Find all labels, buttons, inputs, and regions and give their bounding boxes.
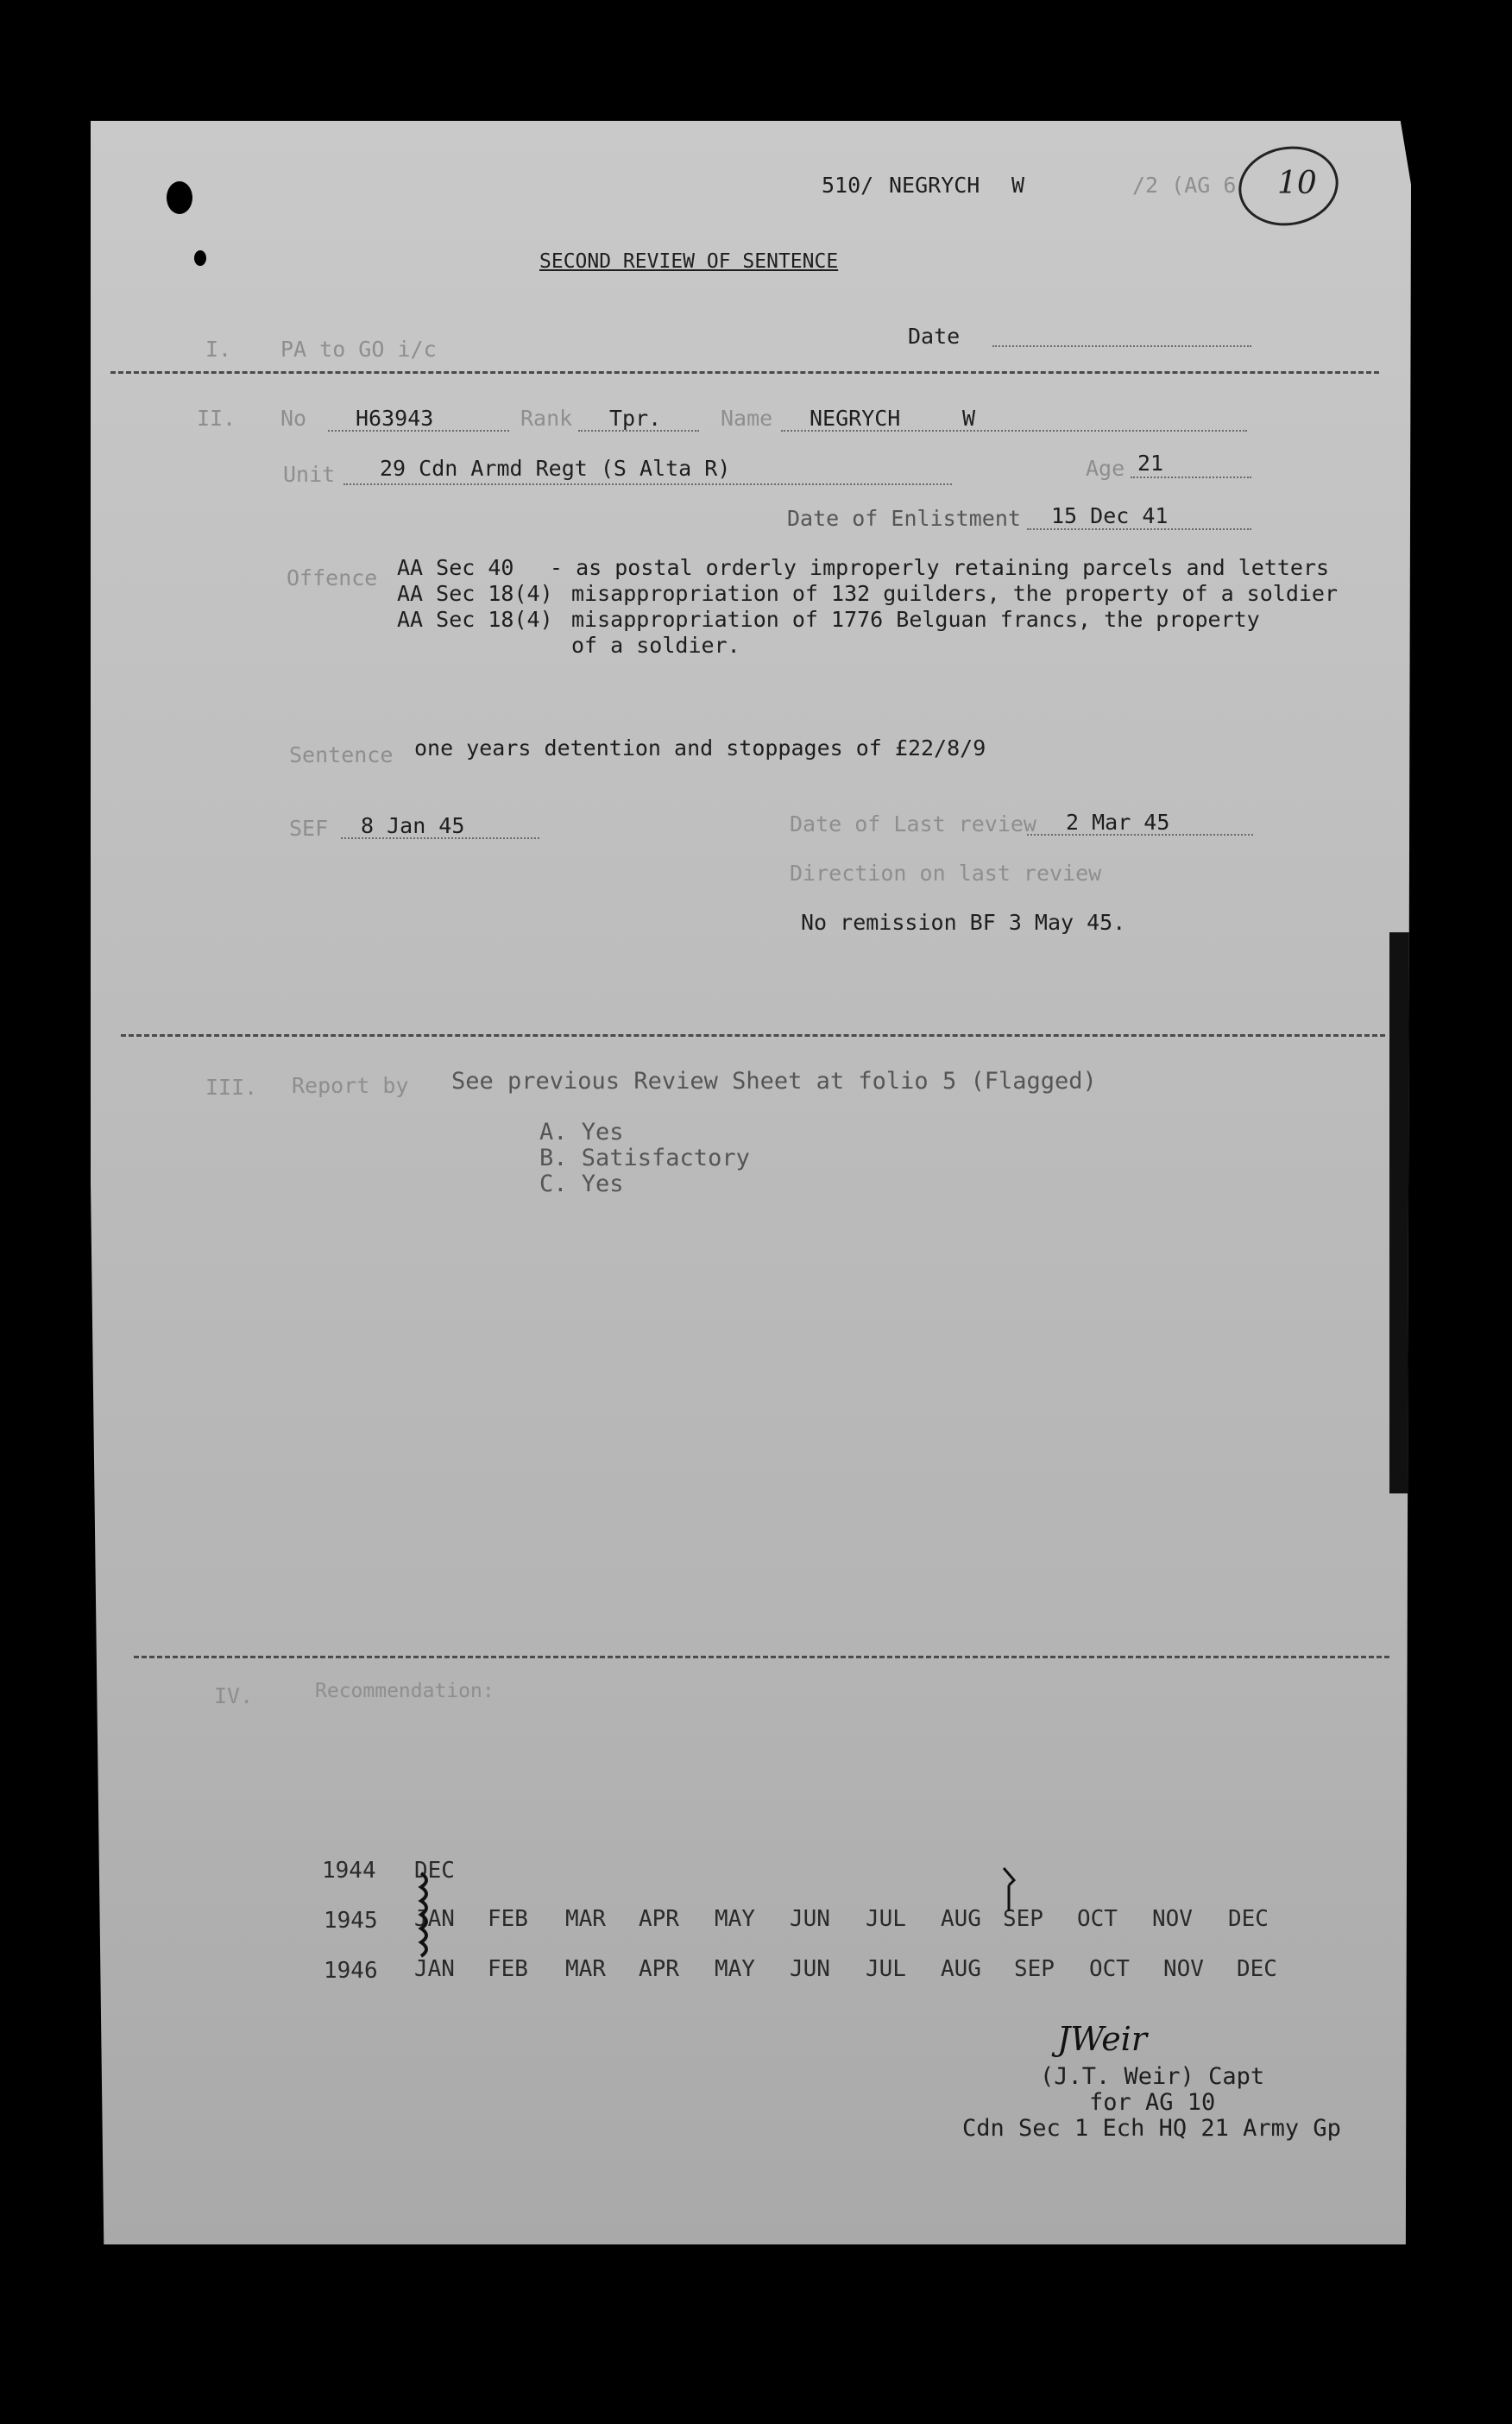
direction-label: Direction on last review <box>790 861 1102 886</box>
sentence-label: Sentence <box>289 742 394 767</box>
answer-c: C. Yes <box>539 1171 624 1197</box>
month-1946-may: MAY <box>715 1956 755 1982</box>
signature: JWeir <box>1057 2020 1147 2058</box>
offence-text: misappropriation of 132 guilders, the property of a soldier <box>571 581 1339 606</box>
divider-2 <box>121 1034 1385 1037</box>
month-1945-feb: FEB <box>488 1906 528 1932</box>
month-1946-dec: DEC <box>1237 1956 1277 1982</box>
header-surname: NEGRYCH <box>889 173 980 198</box>
page-title: SECOND REVIEW OF SENTENCE <box>539 250 839 273</box>
month-1945-mar: MAR <box>565 1906 606 1932</box>
month-1946-jan: JAN <box>414 1956 455 1982</box>
month-1946-apr: APR <box>639 1956 679 1982</box>
sentence-value: one years detention and stoppages of £22/8/9 <box>414 735 986 761</box>
addressee: PA to GO i/c <box>280 337 437 362</box>
file-number: 510/ <box>822 173 874 198</box>
age-line <box>1131 477 1251 478</box>
offence-text: - as postal orderly improperly retaining parcels and letters <box>550 555 1330 580</box>
offence-section: AA Sec 40 <box>397 555 514 580</box>
month-1946-jul: JUL <box>866 1956 906 1982</box>
age-label: Age <box>1086 456 1125 481</box>
offence-text: misappropriation of 1776 Belguan francs, the property <box>571 607 1260 632</box>
direction-value: No remission BF 3 May 45. <box>801 910 1126 935</box>
header-ref: /2 (AG 6 <box>1132 173 1237 198</box>
last-review-date: 2 Mar 45 <box>1066 810 1170 835</box>
signatory-name: (J.T. Weir) Capt <box>1040 2063 1265 2090</box>
name-line <box>781 430 1247 432</box>
rank-line <box>578 430 699 432</box>
month-1945-dec: DEC <box>1228 1906 1269 1932</box>
last-review-label: Date of Last review <box>790 811 1036 836</box>
name-value: NEGRYCH <box>810 406 901 431</box>
sef-value: 8 Jan 45 <box>361 813 465 838</box>
month-1945-apr: APR <box>639 1906 679 1932</box>
edge-shadow <box>1389 932 1414 1493</box>
last-review-line <box>1027 834 1253 836</box>
section-iii-number: III. <box>205 1075 258 1100</box>
month-dec-1944: DEC <box>414 1858 455 1884</box>
name-label: Name <box>721 406 773 431</box>
month-1945-aug: AUG <box>941 1906 981 1932</box>
month-1945-sep: SEP <box>1003 1906 1043 1932</box>
rank-value: Tpr. <box>609 406 662 431</box>
report-label: Report by <box>292 1073 409 1098</box>
service-number: H63943 <box>356 406 434 431</box>
month-1945-nov: NOV <box>1152 1906 1193 1932</box>
punch-hole <box>194 250 206 266</box>
month-1945-jan: JAN <box>414 1906 455 1932</box>
section-iv-number: IV. <box>214 1683 254 1708</box>
no-line <box>328 430 509 432</box>
age-value: 21 <box>1137 451 1164 476</box>
enlistment-line <box>1027 528 1251 530</box>
month-1945-jul: JUL <box>866 1906 906 1932</box>
unit-value: 29 Cdn Armd Regt (S Alta R) <box>380 456 731 481</box>
date-label: Date <box>908 324 961 349</box>
answer-a: A. Yes <box>539 1119 624 1146</box>
section-ii-number: II. <box>197 406 236 431</box>
year-1944: 1944 <box>322 1858 376 1884</box>
rank-label: Rank <box>520 406 573 431</box>
answer-b: B. Satisfactory <box>539 1145 750 1171</box>
folio-number: 10 <box>1277 166 1317 201</box>
offence-text: of a soldier. <box>571 633 740 658</box>
month-1946-mar: MAR <box>565 1956 606 1982</box>
divider-3 <box>134 1656 1389 1658</box>
offence-section: AA Sec 18(4) <box>397 581 553 606</box>
month-1946-sep: SEP <box>1014 1956 1055 1982</box>
month-1946-oct: OCT <box>1089 1956 1130 1982</box>
offence-section: AA Sec 18(4) <box>397 607 553 632</box>
name-initial: W <box>962 406 976 431</box>
divider-1 <box>110 371 1379 374</box>
sef-label: SEF <box>289 816 329 841</box>
signatory-for: for AG 10 <box>1089 2089 1216 2116</box>
tally-marks <box>406 1856 457 1985</box>
month-1945-may: MAY <box>715 1906 755 1932</box>
year-1945: 1945 <box>324 1908 378 1934</box>
date-line <box>992 345 1251 347</box>
section-i-number: I. <box>205 337 232 362</box>
signatory-unit: Cdn Sec 1 Ech HQ 21 Army Gp <box>962 2115 1341 2142</box>
year-1946: 1946 <box>324 1958 378 1984</box>
offence-label: Offence <box>287 565 378 590</box>
check-mark <box>997 1865 1023 1916</box>
sef-line <box>341 837 539 839</box>
no-label: No <box>280 406 307 431</box>
month-1946-nov: NOV <box>1163 1956 1204 1982</box>
unit-line <box>343 483 952 485</box>
punch-hole <box>167 181 192 214</box>
month-1946-aug: AUG <box>941 1956 981 1982</box>
month-1945-oct: OCT <box>1077 1906 1118 1932</box>
unit-label: Unit <box>283 462 336 487</box>
month-1946-feb: FEB <box>488 1956 528 1982</box>
header-initial: W <box>1011 173 1025 198</box>
month-1946-jun: JUN <box>790 1956 830 1982</box>
enlistment-date: 15 Dec 41 <box>1051 503 1169 528</box>
enlistment-label: Date of Enlistment <box>787 506 1021 531</box>
report-value: See previous Review Sheet at folio 5 (Flagged) <box>451 1068 1097 1095</box>
recommendation-label: Recommendation: <box>315 1680 495 1702</box>
month-1945-jun: JUN <box>790 1906 830 1932</box>
